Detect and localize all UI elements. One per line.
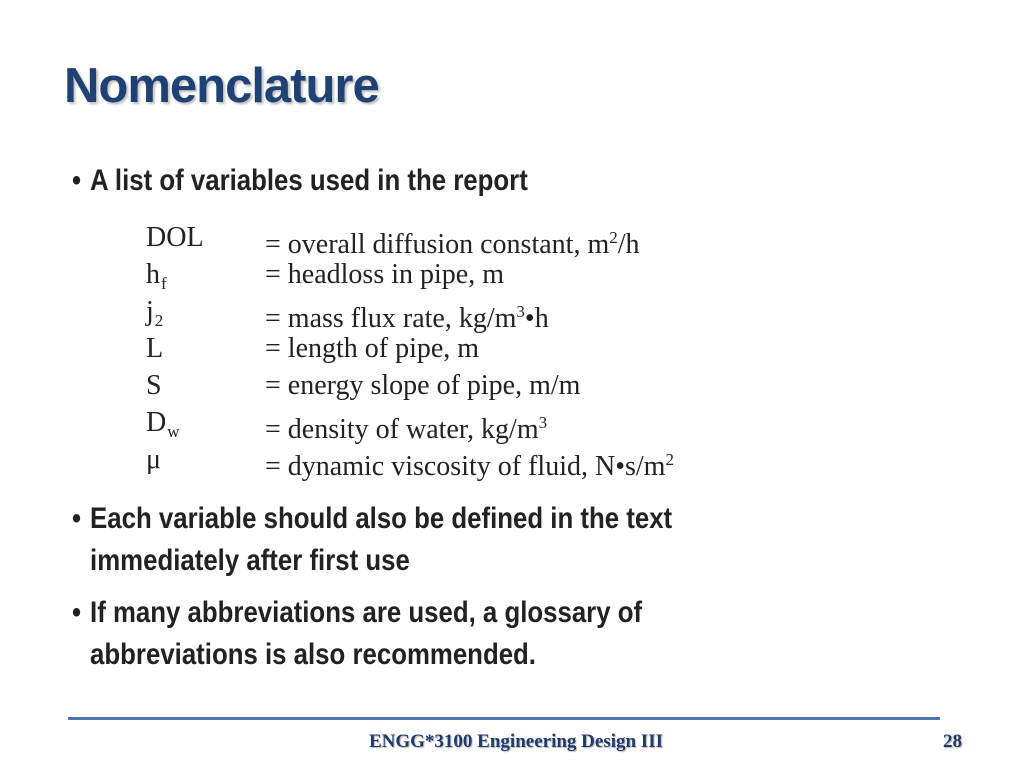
variable-symbol: $h_f$ <box>146 259 167 293</box>
bullet-item <box>72 160 528 202</box>
slide-title: Nomenclature <box>64 59 379 113</box>
variable-symbol: $j_2$ <box>146 296 164 330</box>
variable-symbol: $D_w$ <box>146 407 180 441</box>
variable-definition: = overall diffusion constant, $m^2/h$ <box>265 228 640 260</box>
variable-symbol: μ <box>146 444 162 475</box>
variable-symbol: S <box>146 370 162 401</box>
bullet-text: If many abbreviations are used, a glossary of abbreviations is also recommended. <box>90 596 643 671</box>
page-number: 28 <box>943 731 962 752</box>
variable-definition: = length of pipe, m <box>265 333 480 364</box>
variable-definition: = density of water, $kg/m^3$ <box>265 413 548 445</box>
bullet-text: A list of variables used in the report <box>90 164 528 197</box>
footer-course-title <box>0 731 1024 753</box>
variable-definition: = headloss in pipe, m <box>265 259 504 290</box>
bullet-text: Each variable should also be defined in the text immediately after first use <box>90 502 673 577</box>
variable-symbol: L <box>146 333 164 364</box>
variable-definition: = dynamic viscosity of fluid, $N•s/m^2$ <box>265 450 674 482</box>
variable-symbol: DOL <box>146 222 204 253</box>
bullet-dot: • <box>72 596 82 629</box>
bullet-dot: • <box>72 164 82 197</box>
bullet-item <box>72 498 821 582</box>
footer-divider <box>68 717 940 720</box>
bullet-dot: • <box>72 502 82 535</box>
variable-definition: = mass flux rate, $kg/m^3•h$ <box>265 302 549 334</box>
footer-course-text: ENGG*3100 Engineering Design III <box>368 731 663 752</box>
variable-definition: = energy slope of pipe, m/m <box>265 370 581 401</box>
bullet-item <box>72 592 804 676</box>
